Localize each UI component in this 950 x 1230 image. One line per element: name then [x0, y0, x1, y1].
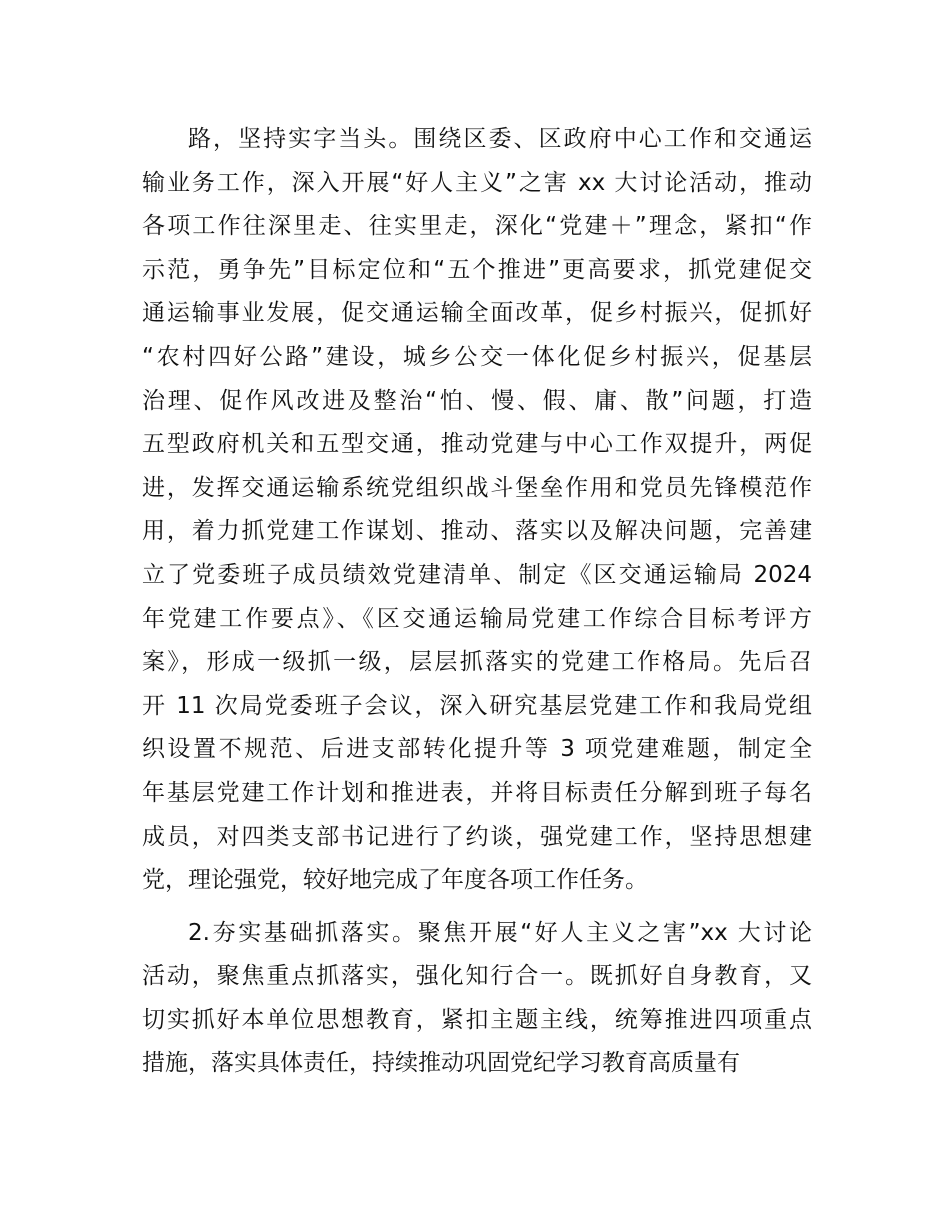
paragraph-line: 活动，聚焦重点抓落实，强化知行合一。既抓好自身教育，又: [142, 963, 812, 990]
paragraph-line: 通运输事业发展，促交通运输全面改革，促乡村振兴，促抓好: [142, 300, 812, 327]
paragraph-line: 路，坚持实字当头。围绕区委、区政府中心工作和交通运: [188, 126, 812, 152]
document-page: [142, 118, 812, 1086]
paragraph-line: 年党建工作要点》、《区交通运输局党建工作综合目标考评方: [142, 605, 812, 632]
paragraph-line: 立了党委班子成员绩效党建清单、制定《区交通运输局 2024: [142, 561, 812, 588]
paragraph-line: 案》，形成一级抓一级，层层抓落实的党建工作格局。先后召: [142, 649, 812, 676]
paragraph-2: [142, 912, 812, 1086]
paragraph-line: 切实抓好本单位思想教育，紧扣主题主线，统筹推进四项重点: [142, 1006, 812, 1033]
paragraph-gap: [142, 903, 812, 912]
paragraph-line: 治理、促作风改进及整治“怕、慢、假、庸、散”问题，打造: [142, 387, 812, 414]
paragraph-line: 党，理论强党，较好地完成了年度各项工作任务。: [142, 867, 648, 894]
paragraph-line: 用，着力抓党建工作谋划、推动、落实以及解决问题，完善建: [142, 518, 812, 545]
paragraph-line: 年基层党建工作计划和推进表，并将目标责任分解到班子每名: [142, 779, 812, 806]
paragraph-line: 成员，对四类支部书记进行了约谈，强党建工作，坚持思想建: [142, 823, 812, 850]
paragraph-line: 进，发挥交通运输系统党组织战斗堡垒作用和党员先锋模范作: [142, 474, 812, 501]
paragraph-line: 各项工作往深里走、往实里走，深化“党建＋”理念，紧扣“作: [142, 213, 812, 240]
paragraph-line: 2.夯实基础抓落实。聚焦开展“好人主义之害”xx 大讨论: [188, 919, 812, 946]
paragraph-line: 示范，勇争先”目标定位和“五个推进”更高要求，抓党建促交: [142, 256, 812, 283]
paragraph-line: 五型政府机关和五型交通，推动党建与中心工作双提升，两促: [142, 431, 812, 458]
paragraph-line: 输业务工作，深入开展“好人主义”之害 xx 大讨论活动，推动: [142, 169, 812, 196]
paragraph-1: [142, 118, 812, 903]
paragraph-line: 开 11 次局党委班子会议，深入研究基层党建工作和我局党组: [142, 692, 812, 719]
paragraph-line: “农村四好公路”建设，城乡公交一体化促乡村振兴，促基层: [142, 343, 812, 370]
paragraph-line: 措施，落实具体责任，持续推动巩固党纪学习教育高质量有: [142, 1050, 740, 1077]
paragraph-line: 织设置不规范、后进支部转化提升等 3 项党建难题，制定全: [142, 736, 812, 763]
